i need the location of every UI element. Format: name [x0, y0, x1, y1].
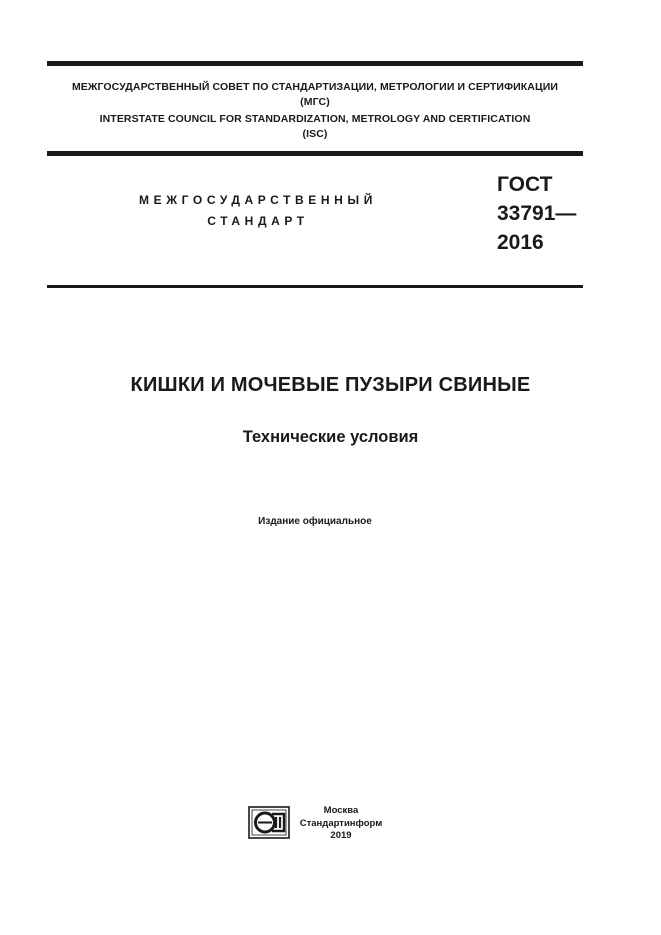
council-en-abbr: (ISC): [302, 128, 328, 140]
header-divider-rule: [47, 151, 583, 156]
standard-kind: [118, 190, 398, 232]
council-en: [47, 112, 583, 142]
publisher-year: 2019: [330, 830, 352, 841]
standard-divider-rule: [47, 285, 583, 288]
top-rule: [47, 61, 583, 66]
standard-kind-line2: СТАНДАРТ: [207, 214, 309, 228]
council-en-name: INTERSTATE COUNCIL FOR STANDARDIZATION, METROLOGY AND CERTIFICATION: [99, 113, 531, 125]
council-ru-abbr: (МГС): [300, 96, 330, 108]
council-ru: [47, 80, 583, 110]
publisher-info: [296, 805, 386, 843]
gost-code-year: 2016: [497, 231, 544, 254]
council-ru-name: МЕЖГОСУДАРСТВЕННЫЙ СОВЕТ ПО СТАНДАРТИЗАЦИИ, МЕТРОЛОГИИ И СЕРТИФИКАЦИИ: [71, 81, 559, 93]
standartinform-logo-icon: [248, 806, 290, 839]
standard-kind-line1: МЕЖГОСУДАРСТВЕННЫЙ: [139, 193, 377, 207]
edition-label: Издание официальное: [258, 516, 372, 527]
document-subtitle: Технические условия: [242, 428, 419, 446]
gost-code-prefix: ГОСТ: [497, 173, 553, 196]
publisher-city: Москва: [323, 805, 359, 816]
document-title: КИШКИ И МОЧЕВЫЕ ПУЗЫРИ СВИНЫЕ: [130, 374, 531, 396]
gost-code-number: 33791—: [497, 202, 577, 225]
gost-code: [497, 170, 576, 257]
publisher-name: Стандартинформ: [299, 817, 383, 829]
